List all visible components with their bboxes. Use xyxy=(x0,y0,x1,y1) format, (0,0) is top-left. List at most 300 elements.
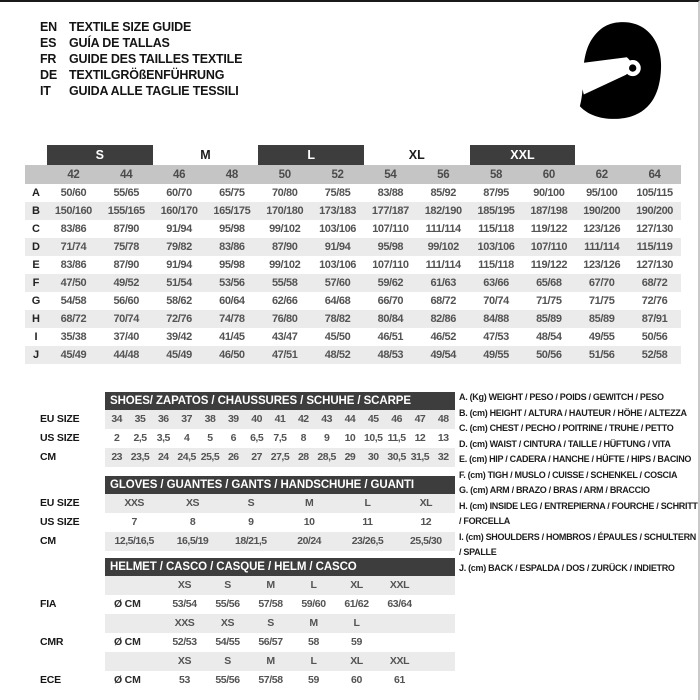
measurement-value-cell: 52/58 xyxy=(641,349,668,361)
measurement-value-cell: 123/126 xyxy=(583,223,621,235)
measurement-value-cell: 119/122 xyxy=(530,259,568,271)
helmet-value-cell: 54/55 xyxy=(215,636,240,648)
measurement-row-label: I xyxy=(34,331,38,343)
helmet-value-cell: 55/56 xyxy=(215,598,240,610)
shoes-row xyxy=(105,448,455,467)
measurement-value-cell: 160/170 xyxy=(160,205,198,217)
measurement-value-cell: 115/118 xyxy=(478,259,514,271)
shoes-value-cell: 30,5 xyxy=(387,451,406,463)
measurement-value-cell: 85/89 xyxy=(536,313,562,325)
size-column-header: 42 xyxy=(47,165,100,184)
shoes-value-cell: 13 xyxy=(437,432,449,444)
shoes-value-cell: 43 xyxy=(321,413,332,425)
helmet-size-header-cell: L xyxy=(310,655,317,667)
legend-item: F. (cm) TIGH / MUSLO / CUISSE / SCHENKEL / COSCIA xyxy=(459,469,678,480)
helmet-sizes-label-spacer xyxy=(40,576,105,595)
size-column-header: 44 xyxy=(100,165,153,184)
helmet-size-header-cell: S xyxy=(224,655,231,667)
measurement-value-cell: 53/56 xyxy=(219,277,245,289)
measurement-value-cell: 35/38 xyxy=(60,331,87,343)
measurement-value-cell: 50/56 xyxy=(536,349,562,361)
measurement-value-cell: 115/118 xyxy=(478,223,514,235)
measurement-value-cell: 99/102 xyxy=(269,223,301,235)
gloves-value-cell: 12 xyxy=(420,516,432,528)
language-title-list xyxy=(40,19,242,99)
measurement-value-cell: 95/98 xyxy=(219,259,245,271)
size-group-cell: XL xyxy=(408,148,425,162)
legend-item: G. (cm) ARM / BRAZO / BRAS / ARM / BRACCIO xyxy=(459,485,650,495)
measurement-value-cell: 55/58 xyxy=(271,277,298,289)
measurement-value-cell: 37/40 xyxy=(113,331,139,343)
measurement-value-cell: 95/98 xyxy=(219,223,245,235)
measurement-value-cell: 46/52 xyxy=(430,331,456,343)
helmet-size-header-cell: S xyxy=(224,579,231,591)
shoes-value-cell: 46 xyxy=(391,413,402,425)
helmet-value-cell: 59 xyxy=(351,636,362,648)
measurement-value-cell: 44/48 xyxy=(113,349,139,361)
helmet-row-filler xyxy=(421,614,455,633)
measurement-row-label: F xyxy=(32,277,40,289)
measurement-value-cell: 60/70 xyxy=(166,187,192,199)
measurement-row-label: H xyxy=(32,313,40,325)
measurement-value-cell: 150/160 xyxy=(54,205,92,217)
shoes-value-cell: 39 xyxy=(227,413,239,425)
measurement-value-cell: 107/110 xyxy=(372,223,409,235)
shoes-value-cell: 32 xyxy=(437,451,449,463)
measurement-value-cell: 83/88 xyxy=(377,187,404,199)
shoes-value-cell: 36 xyxy=(157,413,169,425)
helmet-label-spacer xyxy=(40,558,105,576)
helmet-size-header-cell: M xyxy=(266,655,275,667)
measurement-value-cell: 47/53 xyxy=(483,331,509,343)
measurement-value-cell: 87/90 xyxy=(271,241,298,253)
shoes-value-cell: 2 xyxy=(113,432,120,444)
measurement-row-label: A xyxy=(32,187,40,199)
size-group-cell: XXL xyxy=(470,145,576,165)
shoes-row-header-label: US SIZE xyxy=(40,432,80,444)
measurement-value-cell: 83/86 xyxy=(60,259,87,271)
shoes-value-cell: 9 xyxy=(323,432,330,444)
helmet-row-filler xyxy=(421,633,455,652)
helmet-unit-label: Ø CM xyxy=(114,636,141,648)
size-column-header: 48 xyxy=(205,165,258,184)
shoes-value-cell: 40 xyxy=(251,413,262,425)
helmet-size-header-cell: XS xyxy=(177,579,192,591)
measurement-value-cell: 58/62 xyxy=(166,295,192,307)
gloves-value-cell: 23/26,5 xyxy=(351,535,384,547)
shoes-row-header-label: CM xyxy=(40,451,56,463)
helmet-size-header-cell: S xyxy=(267,617,274,629)
measurement-value-cell: 49/55 xyxy=(483,349,509,361)
measurement-value-cell: 67/70 xyxy=(588,277,615,289)
measurement-row xyxy=(25,310,681,328)
measurement-row xyxy=(25,220,681,238)
language-code: EN xyxy=(40,20,57,34)
measurement-row-label: E xyxy=(32,259,40,271)
gloves-row-header-label: CM xyxy=(40,535,56,547)
helmet-row-filler xyxy=(421,576,455,595)
shoes-value-cell: 7,5 xyxy=(273,432,287,444)
measurement-value-cell: 39/42 xyxy=(166,331,192,343)
guide-title: TEXTILE SIZE GUIDE xyxy=(69,20,192,34)
helmet-size-header-cell: XXS xyxy=(174,617,195,629)
helmet-icon xyxy=(574,20,664,122)
gloves-value-cell: L xyxy=(364,497,371,509)
shoes-row-labels xyxy=(30,392,105,467)
measurement-value-cell: 70/80 xyxy=(271,187,298,199)
helmet-value-cell: 58 xyxy=(308,636,319,648)
measurement-value-cell: 187/198 xyxy=(530,205,568,217)
measurement-value-cell: 87/91 xyxy=(641,313,668,325)
measurement-row-label: D xyxy=(32,241,40,253)
measurement-value-cell: 173/183 xyxy=(319,205,357,217)
helmet-value-cell: 59 xyxy=(308,674,319,686)
helmet-values-row xyxy=(105,633,455,652)
measurement-row-label: G xyxy=(31,295,41,307)
guide-title: GUIDA ALLE TAGLIE TESSILI xyxy=(69,84,239,98)
gloves-value-cell: 25,5/30 xyxy=(410,535,442,547)
measurement-value-cell: 83/86 xyxy=(219,241,245,253)
helmet-title-bar: HELMET / CASCO / CASQUE / HELM / CASCO xyxy=(105,558,455,576)
shoes-value-cell: 31,5 xyxy=(410,451,430,463)
shoes-value-cell: 42 xyxy=(297,413,309,425)
measurement-value-cell: 68/72 xyxy=(641,277,668,289)
guide-title: GUIDE DES TAILLES TEXTILE xyxy=(69,52,243,66)
helmet-sizes-row xyxy=(105,652,455,671)
shoes-value-cell: 47 xyxy=(414,413,426,425)
language-row xyxy=(40,67,242,83)
helmet-row-filler xyxy=(421,595,455,614)
helmet-sizes-row xyxy=(105,576,455,595)
gloves-value-cell: 8 xyxy=(189,516,196,528)
measurement-value-cell: 91/94 xyxy=(166,259,192,271)
size-group-cell: L xyxy=(258,145,364,165)
size-group-cell: S xyxy=(47,145,153,165)
measurement-value-cell: 48/54 xyxy=(536,331,562,343)
measurement-value-cell: 41/45 xyxy=(219,331,245,343)
helmet-row-filler xyxy=(421,652,455,671)
language-row xyxy=(40,83,242,99)
gloves-value-cell: 12,5/16,5 xyxy=(114,535,154,547)
helmet-size-header-cell: XS xyxy=(177,655,192,667)
language-row xyxy=(40,19,242,35)
shoes-value-cell: 38 xyxy=(204,413,216,425)
helmet-standard-label: CMR xyxy=(40,636,64,648)
size-column-header: 52 xyxy=(311,165,364,184)
textile-size-table xyxy=(25,145,681,364)
helmet-value-cell: 53/54 xyxy=(172,598,197,610)
legend-item: J. (cm) BACK / ESPALDA / DOS / ZURÜCK / INDIETRO xyxy=(459,562,675,573)
measurement-value-cell: 49/52 xyxy=(113,277,139,289)
measurement-value-cell: 70/74 xyxy=(483,295,509,307)
helmet-value-cell: 61/62 xyxy=(344,598,369,610)
size-group-cell: M xyxy=(200,148,211,162)
size-column-header: 60 xyxy=(522,165,575,184)
helmet-value-cell: 60 xyxy=(351,674,362,686)
size-group-row xyxy=(25,145,681,165)
shoes-value-cell: 6,5 xyxy=(250,432,264,444)
measurement-value-cell: 80/84 xyxy=(377,313,404,325)
measurement-value-cell: 75/85 xyxy=(324,187,351,199)
shoes-value-cell: 48 xyxy=(437,413,449,425)
shoes-value-cell: 45 xyxy=(367,413,379,425)
measurement-value-cell: 185/195 xyxy=(477,205,515,217)
shoes-row xyxy=(105,429,455,448)
measurement-value-cell: 43/47 xyxy=(271,331,298,343)
gloves-row xyxy=(105,513,455,532)
measurement-value-cell: 170/180 xyxy=(266,205,304,217)
legend-item: A. (Kg) WEIGHT / PESO / POIDS / GEWITCH / PESO xyxy=(459,392,664,402)
shoes-value-cell: 24,5 xyxy=(177,451,196,463)
measurement-value-cell: 71/75 xyxy=(588,295,615,307)
helmet-size-section xyxy=(30,558,455,690)
shoes-value-cell: 8 xyxy=(300,432,306,444)
measurement-value-cell: 87/90 xyxy=(113,223,139,235)
measurement-value-cell: 74/78 xyxy=(219,313,245,325)
helmet-value-cell: 55/56 xyxy=(215,674,240,686)
measurement-value-cell: 49/55 xyxy=(588,331,615,343)
measurement-value-cell: 99/102 xyxy=(427,241,459,253)
helmet-row-filler xyxy=(421,671,455,690)
gloves-value-cell: S xyxy=(247,497,255,509)
measurement-value-cell: 46/50 xyxy=(219,349,245,361)
gloves-value-cell: XL xyxy=(419,497,433,509)
gloves-value-cell: XS xyxy=(185,497,199,509)
measurement-value-cell: 61/63 xyxy=(430,277,456,289)
measurement-value-cell: 79/82 xyxy=(166,241,192,253)
measurement-value-cell: 87/90 xyxy=(113,259,139,271)
helmet-value-cell: 56/57 xyxy=(258,636,283,648)
helmet-value-cell xyxy=(378,633,421,652)
measurement-value-cell: 48/52 xyxy=(324,349,351,361)
measurement-value-cell: 64/68 xyxy=(324,295,351,307)
legend-item: B. (cm) HEIGHT / ALTURA / HAUTEUR / HÖHE / ALTEZZA xyxy=(459,407,687,418)
measurement-value-cell: 85/92 xyxy=(430,187,456,199)
shoes-value-cell: 44 xyxy=(344,413,356,425)
measurement-value-cell: 71/74 xyxy=(60,241,87,253)
shoes-value-cell: 2,5 xyxy=(133,432,147,444)
measurement-value-cell: 62/66 xyxy=(271,295,298,307)
measurement-value-cell: 47/50 xyxy=(60,277,87,289)
measurement-row xyxy=(25,292,681,310)
measurement-value-cell: 46/51 xyxy=(377,331,404,343)
measurement-value-cell: 63/66 xyxy=(483,277,509,289)
measurement-value-cell: 59/62 xyxy=(377,277,404,289)
measurement-value-cell: 84/88 xyxy=(483,313,509,325)
helmet-size-header-cell: XL xyxy=(350,655,363,667)
measurement-value-cell: 91/94 xyxy=(166,223,192,235)
size-group-cell xyxy=(25,145,47,165)
shoes-label-spacer xyxy=(40,392,105,410)
shoes-value-cell: 23 xyxy=(111,451,122,463)
measurement-value-cell: 190/200 xyxy=(583,205,621,217)
measurement-value-cell: 76/80 xyxy=(271,313,298,325)
measurement-value-cell: 51/54 xyxy=(166,277,192,289)
gloves-row-labels xyxy=(30,476,105,551)
shoes-value-cell: 29 xyxy=(344,451,356,463)
language-row xyxy=(40,51,242,67)
measurement-value-cell: 48/53 xyxy=(377,349,404,361)
shoes-value-cell: 3,5 xyxy=(156,432,170,444)
helmet-size-header-cell xyxy=(378,614,421,633)
measurement-value-cell: 107/110 xyxy=(372,259,409,271)
measurement-value-cell: 45/49 xyxy=(166,349,192,361)
measurement-value-cell: 83/86 xyxy=(60,223,87,235)
measurement-value-cell: 45/50 xyxy=(324,331,351,343)
measurement-value-cell: 119/122 xyxy=(530,223,568,235)
helmet-sizes-row-spacer xyxy=(105,652,163,671)
gloves-table xyxy=(105,476,455,551)
shoes-size-section xyxy=(30,392,455,467)
measurement-value-cell: 78/82 xyxy=(324,313,351,325)
gloves-value-cell: M xyxy=(305,497,314,509)
measurement-value-cell: 177/187 xyxy=(371,205,409,217)
measurement-row-label: J xyxy=(32,349,40,361)
measurement-value-cell: 95/100 xyxy=(586,187,618,199)
language-code: ES xyxy=(40,36,57,50)
legend-item: E. (cm) HIP / CADERA / HANCHE / HÜFTE / HIPS / BACINO xyxy=(459,454,692,464)
shoes-value-cell: 37 xyxy=(181,413,192,425)
language-row xyxy=(40,35,242,51)
measurement-value-cell: 60/64 xyxy=(219,295,245,307)
measurement-row xyxy=(25,346,681,364)
shoes-row-header-label: EU SIZE xyxy=(40,413,80,425)
measurement-value-cell: 190/200 xyxy=(636,205,674,217)
guide-title: GUÍA DE TALLAS xyxy=(69,36,170,50)
measurement-value-cell: 66/70 xyxy=(377,295,404,307)
measurement-value-cell: 182/190 xyxy=(424,205,462,217)
size-column-header: 64 xyxy=(628,165,681,184)
language-code: FR xyxy=(40,52,57,66)
shoes-value-cell: 27,5 xyxy=(270,451,290,463)
measurement-value-cell: 50/60 xyxy=(60,187,87,199)
shoes-value-cell: 28 xyxy=(297,451,309,463)
measurement-value-cell: 87/95 xyxy=(483,187,509,199)
gloves-value-cell: 16,5/19 xyxy=(176,535,209,547)
sizes-row-label-spacer xyxy=(25,165,47,184)
measurement-legend xyxy=(459,390,699,576)
helmet-sizes-label-spacer xyxy=(40,614,105,633)
measurement-row-label: B xyxy=(32,205,40,217)
gloves-value-cell: XXS xyxy=(124,497,144,509)
measurement-value-cell: 65/75 xyxy=(219,187,245,199)
size-column-header: 50 xyxy=(258,165,311,184)
measurement-value-cell: 107/110 xyxy=(530,241,568,253)
shoes-value-cell: 30 xyxy=(367,451,379,463)
measurement-value-cell: 55/65 xyxy=(113,187,139,199)
helmet-value-cell: 57/58 xyxy=(258,674,283,686)
shoes-value-cell: 23,5 xyxy=(130,451,150,463)
shoes-value-cell: 10 xyxy=(344,432,356,444)
shoes-value-cell: 24 xyxy=(157,451,169,463)
measurement-value-cell: 115/119 xyxy=(636,241,673,253)
measurement-value-cell: 127/130 xyxy=(636,259,674,271)
shoes-value-cell: 10,5 xyxy=(364,432,383,444)
measurement-value-cell: 111/114 xyxy=(425,223,461,235)
measurement-value-cell: 103/106 xyxy=(319,223,357,235)
shoes-value-cell: 26 xyxy=(227,451,239,463)
measurement-row-label: C xyxy=(32,223,40,235)
measurement-value-cell: 56/60 xyxy=(113,295,139,307)
measurement-value-cell: 57/60 xyxy=(324,277,351,289)
shoes-value-cell: 11,5 xyxy=(387,432,406,444)
gloves-row xyxy=(105,494,455,513)
measurement-row xyxy=(25,238,681,256)
helmet-value-cell: 52/53 xyxy=(172,636,197,648)
shoes-value-cell: 41 xyxy=(274,413,286,425)
measurement-value-cell: 82/86 xyxy=(430,313,456,325)
measurement-value-cell: 47/51 xyxy=(271,349,298,361)
measurement-value-cell: 50/56 xyxy=(641,331,668,343)
measurement-value-cell: 111/114 xyxy=(584,241,620,253)
measurement-value-cell: 105/115 xyxy=(636,187,673,199)
helmet-value-cell: 63/64 xyxy=(387,598,412,610)
measurement-value-cell: 103/106 xyxy=(477,241,515,253)
helmet-size-header-cell: L xyxy=(353,617,360,629)
gloves-row-header-label: US SIZE xyxy=(40,516,80,528)
helmet-size-header-cell: M xyxy=(266,579,275,591)
measurement-value-cell: 103/106 xyxy=(319,259,357,271)
helmet-sizes-row-spacer xyxy=(105,576,163,595)
shoes-value-cell: 6 xyxy=(230,432,236,444)
helmet-unit-label: Ø CM xyxy=(114,674,141,686)
helmet-sizes-row xyxy=(105,614,455,633)
size-column-header: 54 xyxy=(364,165,417,184)
measurement-row xyxy=(25,256,681,274)
gloves-row-header-label: EU SIZE xyxy=(40,497,80,509)
shoes-table xyxy=(105,392,455,467)
size-column-header: 56 xyxy=(417,165,470,184)
helmet-standard-label: ECE xyxy=(40,674,61,686)
measurement-row xyxy=(25,184,681,202)
shoes-value-cell: 34 xyxy=(111,413,122,425)
helmet-sizes-row-spacer xyxy=(105,614,163,633)
size-column-header: 62 xyxy=(575,165,628,184)
measurement-value-cell: 72/76 xyxy=(641,295,668,307)
helmet-size-header-cell: M xyxy=(309,617,318,629)
shoes-value-cell: 12 xyxy=(414,432,426,444)
helmet-sizes-label-spacer xyxy=(40,652,105,671)
size-column-header: 58 xyxy=(470,165,523,184)
measurement-value-cell: 123/126 xyxy=(583,259,621,271)
measurement-value-cell: 49/54 xyxy=(430,349,456,361)
measurement-value-cell: 70/74 xyxy=(113,313,139,325)
measurement-value-cell: 54/58 xyxy=(60,295,87,307)
gloves-title-bar: GLOVES / GUANTES / GANTS / HANDSCHUHE / GUANTI xyxy=(105,476,455,494)
measurement-value-cell: 45/49 xyxy=(60,349,87,361)
measurement-row xyxy=(25,274,681,292)
measurement-value-cell: 72/76 xyxy=(166,313,192,325)
shoes-value-cell: 28,5 xyxy=(317,451,336,463)
guide-title: TEXTILGRÖßENFÜHRUNG xyxy=(69,68,225,82)
measurement-value-cell: 68/72 xyxy=(60,313,87,325)
measurement-row xyxy=(25,328,681,346)
measurement-row xyxy=(25,202,681,220)
gloves-value-cell: 10 xyxy=(303,516,315,528)
shoes-title-bar: SHOES/ ZAPATOS / CHAUSSURES / SCHUHE / SCARPE xyxy=(105,392,455,410)
measurement-value-cell: 75/78 xyxy=(113,241,139,253)
measurement-value-cell: 91/94 xyxy=(324,241,351,253)
gloves-row xyxy=(105,532,455,551)
helmet-standard-label: FIA xyxy=(40,598,57,610)
measurement-value-cell: 127/130 xyxy=(636,223,674,235)
measurement-value-cell: 85/89 xyxy=(588,313,615,325)
language-code: DE xyxy=(40,68,57,82)
helmet-size-header-cell: XS xyxy=(220,617,235,629)
gloves-value-cell: 9 xyxy=(248,516,254,528)
measurement-value-cell: 68/72 xyxy=(430,295,456,307)
shoes-value-cell: 27 xyxy=(251,451,262,463)
